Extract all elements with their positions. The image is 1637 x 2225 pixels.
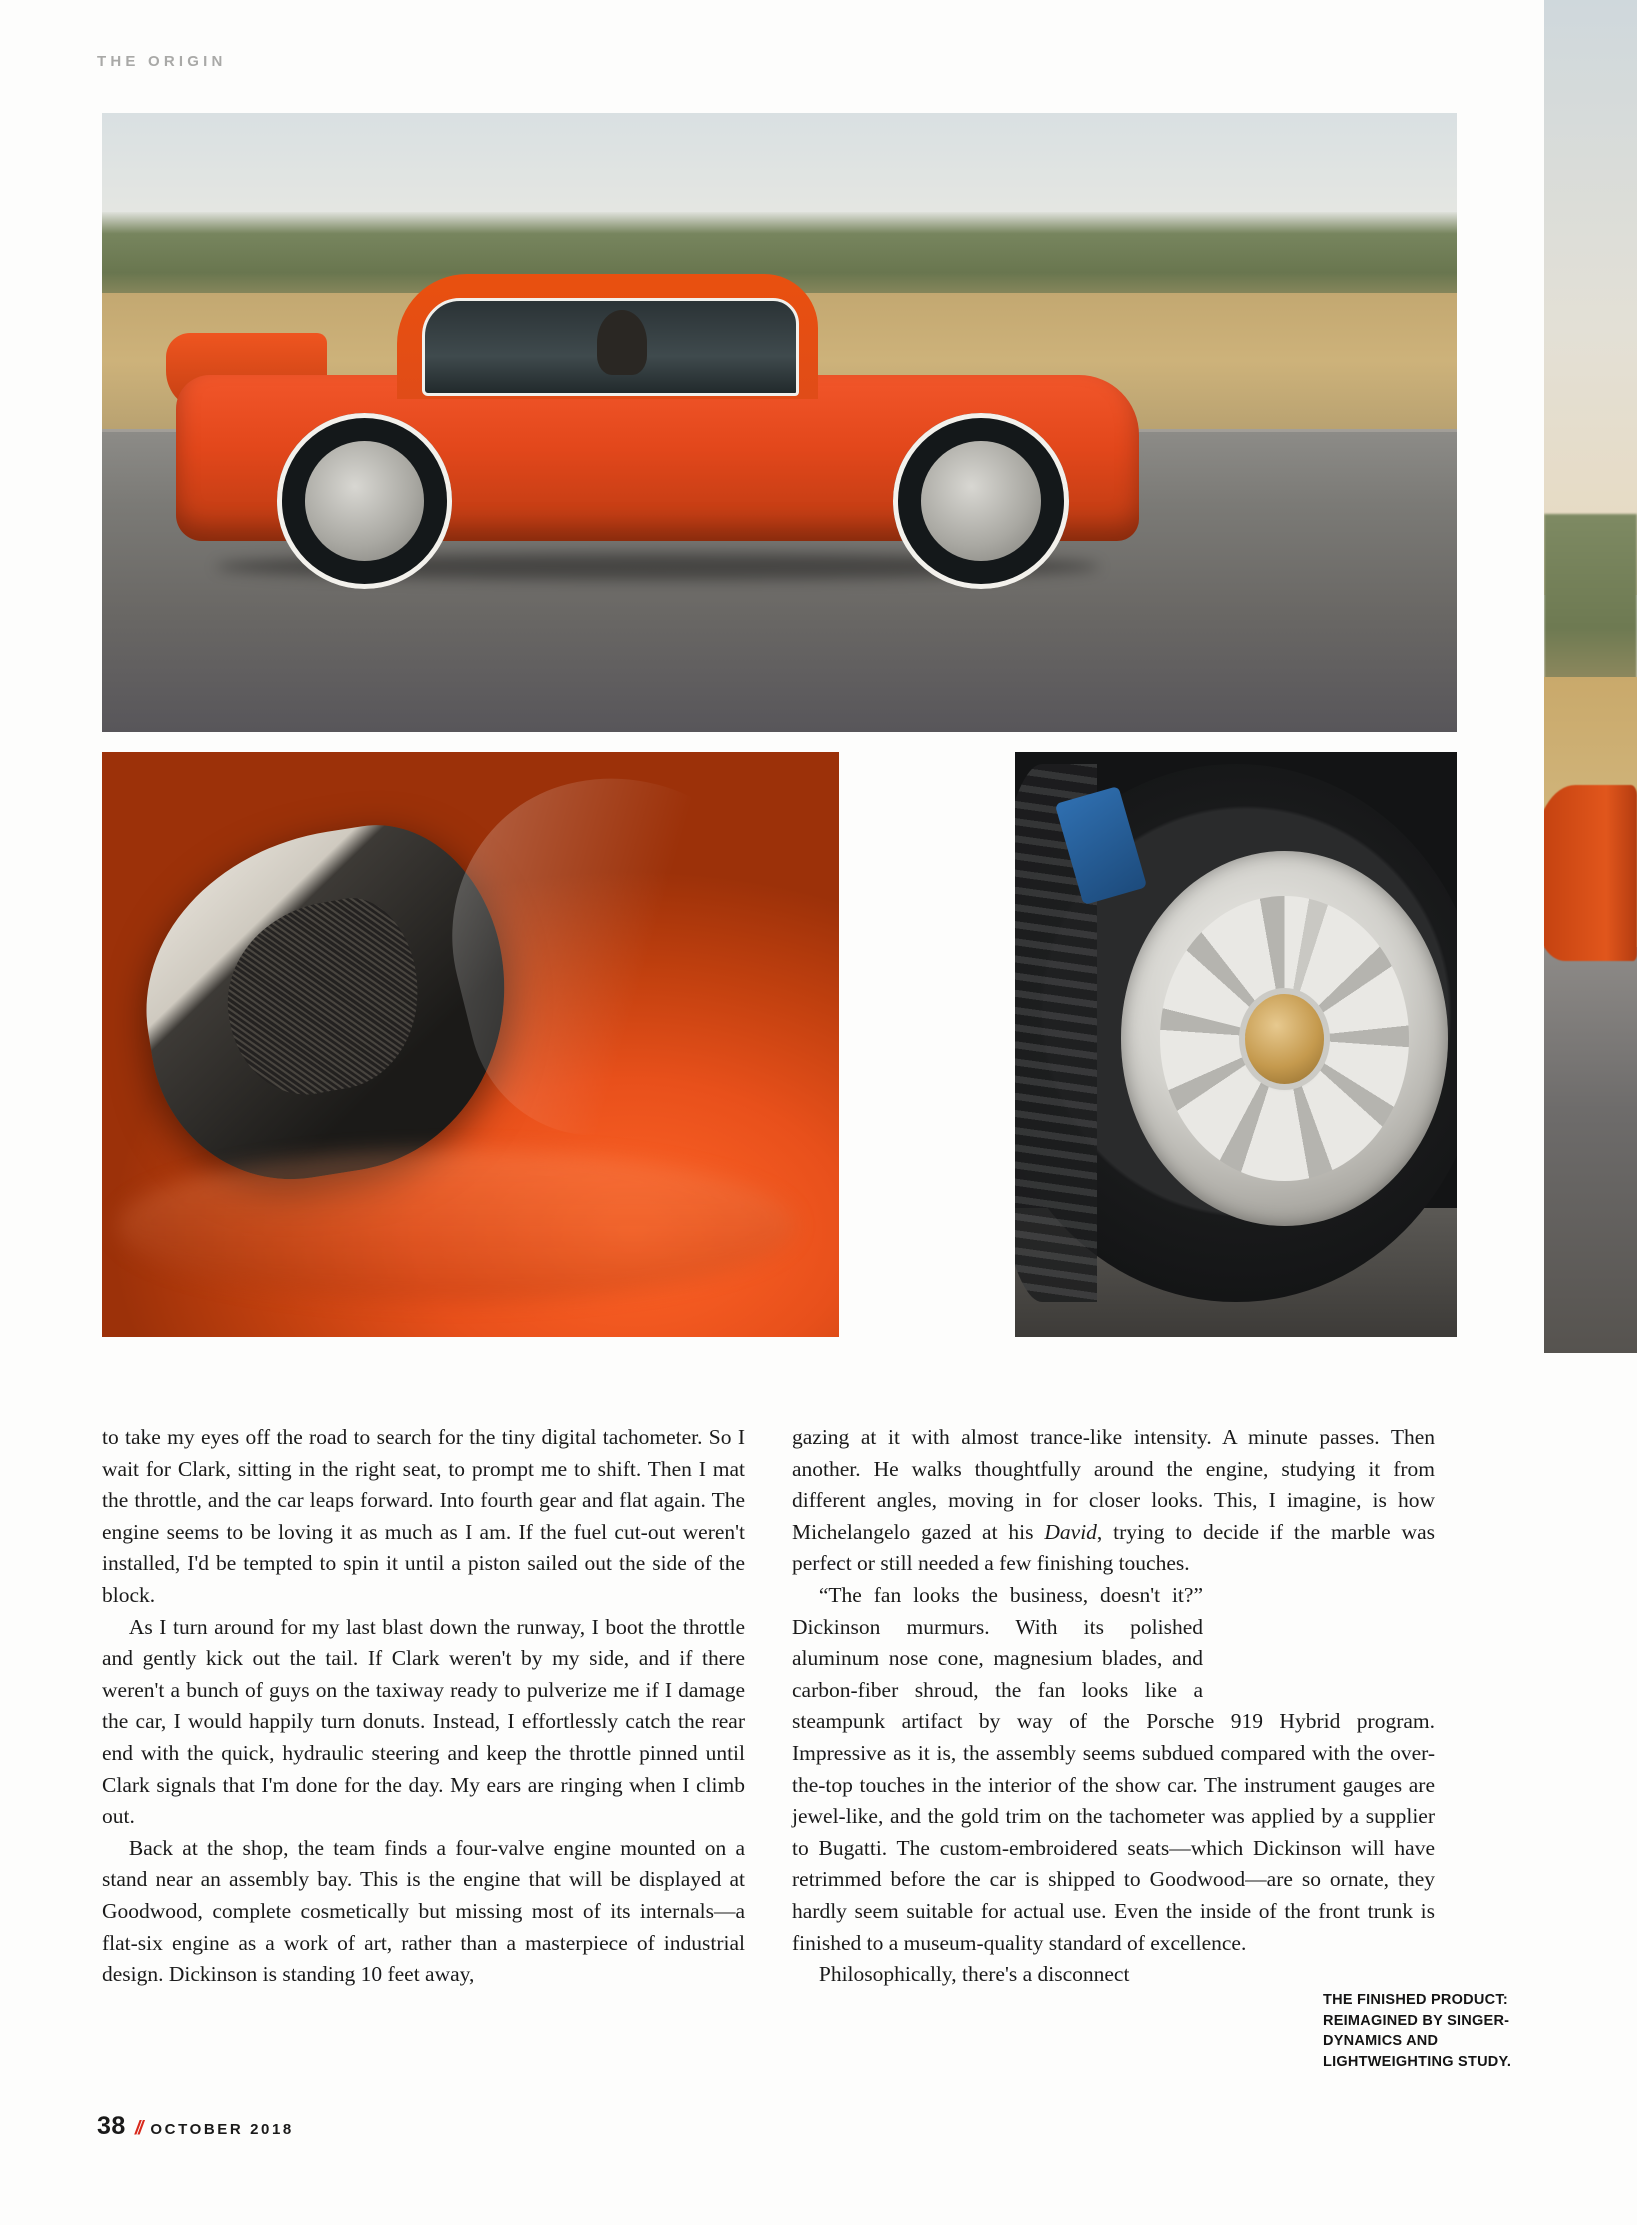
italic-title: David	[1044, 1519, 1097, 1544]
car-front-wheel	[893, 413, 1068, 588]
paragraph-text-after-italic: , trying to decide if the marble was perfect or still needed a few finishing touches.	[792, 1519, 1435, 1576]
next-page-bleed-image	[1544, 0, 1637, 1353]
bleed-road	[1544, 947, 1637, 1353]
section-kicker: THE ORIGIN	[97, 53, 227, 70]
car-driver	[597, 310, 647, 375]
paragraph: to take my eyes off the road to search for the tiny digital tachometer. So I wait for Clark, sitting in the right seat, to prompt me to shift. Then I mat the throttle, and the car leaps forward. Into fourth gear and flat again. The engine seems to be loving it as much as I am. If the fuel cut-out weren't installed, I'd be tempted to spin it until a piston sailed out the side of the block.	[102, 1425, 745, 1607]
wheel-detail-photo	[1015, 752, 1457, 1337]
wheel-center-nut	[1245, 994, 1323, 1084]
folio-page-number: 38	[97, 2112, 126, 2140]
paragraph	[792, 1580, 1435, 1959]
page-footer	[97, 2112, 294, 2141]
detail-lower-reflection	[117, 1150, 795, 1302]
wheel-rim	[1121, 851, 1448, 1225]
paragraph-text-before-italic: gazing at it with almost trance-like intensity. A minute passes. Then another. He walks thoughtfully around the engine, studying it from different angles, moving in for closer looks. This, I imagine, is how Michelangelo gazed at his	[792, 1425, 1435, 1544]
paragraph: As I turn around for my last blast down the runway, I boot the throttle and gently kick out the tail. If Clark weren't by my side, and if there weren't a bunch of guys on the taxiway ready to pulverize me if I damage the car, I would happily turn donuts. Instead, I effortlessly catch the rear end with the quick, hydraulic steering and keep the throttle pinned until Clark signals that I'm done for the day. My ears are ringing when I climb out.	[102, 1614, 745, 1829]
bleed-treeline	[1544, 514, 1637, 703]
footer-issue-date: OCTOBER 2018	[150, 2121, 294, 2138]
paragraph-text: “The fan looks the business, doesn't it?” Dickinson murmurs. With its polished aluminum nose cone, magnesium blades, and carbon-fiber shroud, the fan looks like a steampunk artifact by way of the Porsche 919 Hybrid program. Impressive as it is, the assembly seems subdued compared with the over-the-top touches in the interior of the show car. The instrument gauges are jewel-like, and the gold trim on the tachometer was applied by a supplier to Bugatti. The custom-embroidered seats—which Dickinson will have retrimmed before the car is shipped to Goodwood—are so ornate, they hardly seem suitable for actual use. Even the inside of the front trunk is finished to a museum-quality standard of excellence.	[792, 1582, 1435, 1955]
bleed-sky	[1544, 0, 1637, 595]
car-rear-wheel	[277, 413, 452, 588]
hero-car	[156, 274, 1159, 571]
bleed-car-body	[1544, 785, 1637, 961]
footer-separator-icon: //	[134, 2118, 142, 2139]
hero-photo	[102, 113, 1457, 732]
body-column-right	[792, 1422, 1435, 1991]
body-column-left	[102, 1422, 745, 1991]
bodywork-detail-photo	[102, 752, 839, 1337]
paragraph: Philosophically, there's a disconnect	[818, 1962, 1130, 1987]
paragraph-with-italic	[792, 1422, 1435, 1580]
paragraph: Back at the shop, the team finds a four-valve engine mounted on a stand near an assembly bay. This is the engine that will be displayed at Goodwood, complete cosmetically but missing most of its internals—a flat-six engine as a work of art, rather than a masterpiece of industrial design. Dickinson is standing 10 feet away,	[102, 1835, 745, 1987]
photo-caption: THE FINISHED PRODUCT: REIMAGINED BY SINGER-DYNAMICS AND LIGHTWEIGHTING STUDY.	[1323, 1992, 1512, 2070]
caption-wrap-spacer	[1203, 1580, 1435, 1692]
